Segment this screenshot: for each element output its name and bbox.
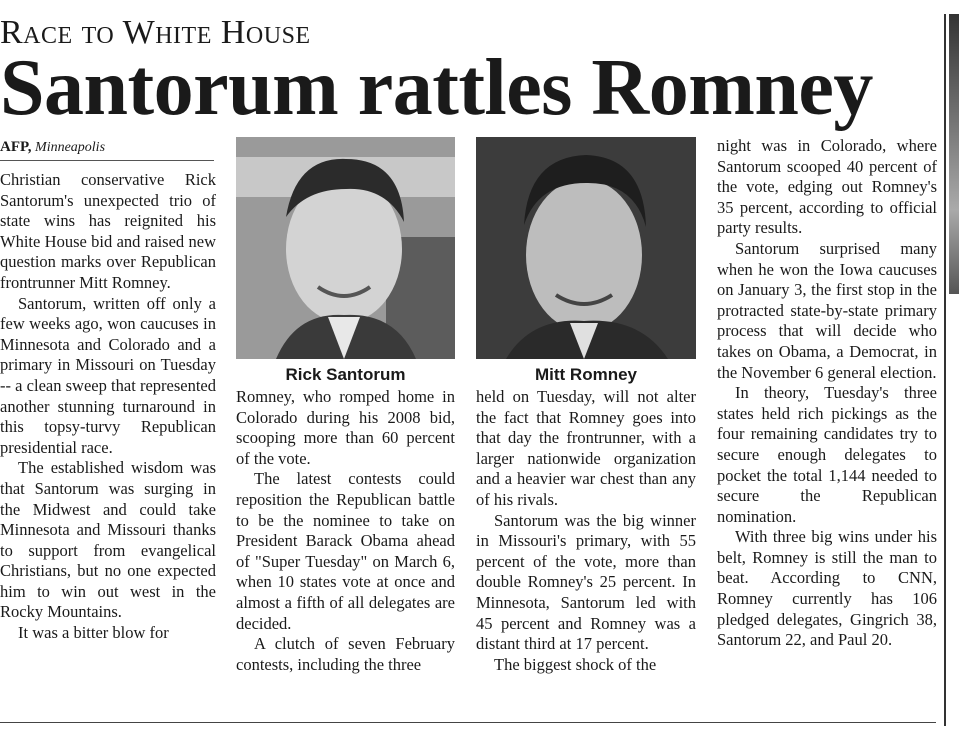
paragraph: A clutch of seven February contests, including the three (236, 634, 455, 674)
paragraph: Santorum surprised many when he won the Iowa caucuses on January 3, the first stop in the protracted state-by-state primary process that will decide who takes on Obama, a Democrat, in the November 6 general election. (717, 238, 937, 382)
paragraph: The established wisdom was that Santorum was surging in the Midwest and could take Minnesota and Missouri thanks to support from evangelical Christians, but no one expected him to win out west in the Rocky Mountains. (0, 458, 216, 622)
photo-caption-romney: Mitt Romney (535, 365, 637, 384)
paragraph: night was in Colorado, where Santorum scooped 40 percent of the vote, edging out Romney's 35 percent, according to official party results. (717, 136, 937, 238)
adjacent-page-image (949, 14, 959, 294)
santorum-photo (236, 137, 455, 359)
romney-portrait-image (476, 137, 696, 359)
paragraph: It was a bitter blow for (18, 623, 169, 643)
section-kicker: Race to White House (0, 14, 311, 51)
article-column-3 (476, 387, 696, 717)
romney-photo (476, 137, 696, 359)
paragraph: With three big wins under his belt, Romney is still the man to beat. According to CNN, Romney currently has 106 pledged delegates, Gingrich 38, Santorum 22, and Paul 20. (717, 527, 937, 650)
page-edge-divider (944, 14, 946, 726)
paragraph: held on Tuesday, will not alter the fact that Romney goes into that day the frontrunner, with a larger nationwide organization and a heavier war chest than any of his rivals. (476, 387, 696, 509)
byline-city: Minneapolis (35, 140, 106, 155)
paragraph: In theory, Tuesday's three states held rich pickings as the four remaining candidates try to secure enough delegates to pocket the total 1,144 needed to secure the Republican nomination. (717, 383, 937, 526)
headline: Santorum rattles Romney (0, 44, 873, 132)
paragraph: The biggest shock of the (494, 654, 657, 674)
bottom-divider (0, 722, 936, 723)
paragraph: Santorum, written off only a few weeks ago, won caucuses in Minnesota and Colorado and a primary in Missouri on Tuesday -- a clean sweep that represented another stunning turnaround in this topsy-turvy Republican presidential race. (0, 293, 216, 457)
paragraph: Santorum was the big winner in Missouri's primary, with 55 percent of the vote, more than double Romney's 25 percent. In Minnesota, Santorum led with 45 percent and Romney was a distant third at 17 percent. (476, 510, 696, 654)
paragraph: Christian conservative Rick Santorum's unexpected trio of state wins has reignited his White House bid and raised new question marks over Republican frontrunner Mitt Romney. (0, 170, 216, 292)
article-column-1 (0, 170, 216, 718)
paragraph: The latest contests could reposition the Republican battle to be the nominee to take on President Barack Obama ahead of "Super Tuesday" on March 6, when 10 states vote at once and almost a fifth of all delegates are decided. (236, 469, 455, 633)
byline-agency: AFP, (0, 139, 32, 155)
photo-caption-santorum: Rick Santorum (285, 365, 406, 384)
paragraph: Romney, who romped home in Colorado during his 2008 bid, scooping more than 60 percent of the vote. (236, 387, 455, 468)
article-column-4 (717, 136, 937, 718)
byline (0, 138, 214, 161)
santorum-portrait-image (236, 137, 455, 359)
article-column-2 (236, 387, 455, 717)
